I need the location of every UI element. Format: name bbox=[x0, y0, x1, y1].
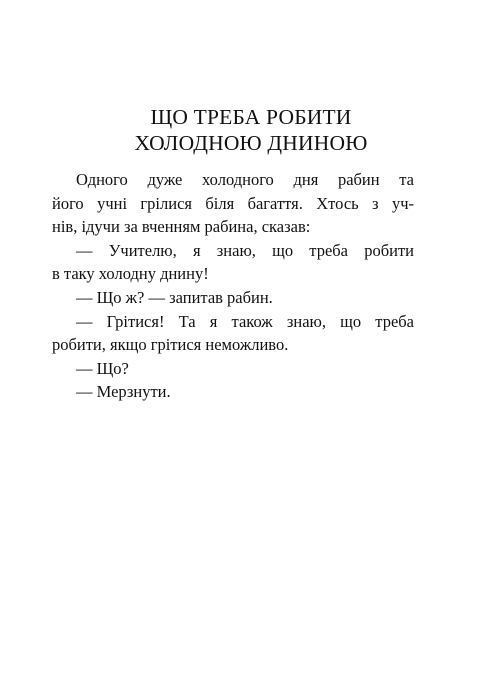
paragraph-student-line bbox=[52, 239, 414, 286]
paragraph-student-answer bbox=[52, 310, 414, 357]
text-line: — Учителю, я знаю, що треба робити bbox=[76, 240, 414, 260]
text-line: нів, ідучи за вченням рабина, сказав: bbox=[52, 217, 311, 237]
text-line: — Грітися! Та я також знаю, що треба bbox=[76, 311, 414, 331]
story-title bbox=[0, 104, 502, 156]
story-title-line-1: ЩО ТРЕБА РОБИТИ bbox=[150, 105, 352, 129]
paragraph-rabbi-question bbox=[52, 286, 414, 310]
text-line: — Що ж? — запитав рабин. bbox=[76, 287, 273, 307]
story-body bbox=[52, 168, 414, 404]
text-line: — Мерзнути. bbox=[76, 382, 171, 402]
paragraph-freeze bbox=[52, 380, 414, 404]
text-line: Одного дуже холодного дня рабин та bbox=[76, 170, 414, 189]
text-line: в таку холодну днину! bbox=[52, 264, 209, 284]
story-title-line-2: ХОЛОДНОЮ ДНИНОЮ bbox=[134, 131, 368, 155]
text-line: його учні грілися біля багаття. Хтось з уч- bbox=[52, 193, 414, 213]
text-line: робити, якщо грітися неможливо. bbox=[52, 335, 289, 355]
paragraph-intro bbox=[52, 168, 414, 239]
paragraph-what bbox=[52, 357, 414, 381]
text-line: — Що? bbox=[76, 358, 129, 378]
